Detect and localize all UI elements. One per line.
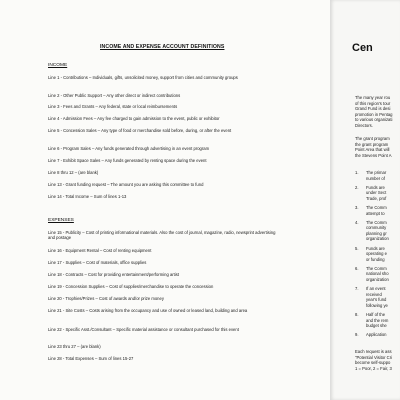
income-line-8: Line 8 thru 12 – (are blank) xyxy=(48,170,99,175)
income-line-14: Line 14 - Total Income – Sum of lines 1-13 xyxy=(48,194,127,199)
expense-line-15: Line 15 - Publicity – Cost of printing informational materials. Also the cost of journal, magazine, radio, newsprint advertising and postage xyxy=(48,230,276,241)
expense-line-23: Line 23 thru 27 – (are blank) xyxy=(48,344,101,349)
numbered-item-3-text: The Comm attempt to xyxy=(366,205,387,216)
expense-line-21: Line 21 - Site Costs – Costs arising from the occupancy and use of owned or leased land, building and area xyxy=(48,308,248,313)
numbered-item-2-number: 2. xyxy=(355,184,359,190)
numbered-item-7-text: If an event received year's fund following ye xyxy=(366,286,388,308)
income-line-7: Line 7 - Exhibit Space Sales – Any funds generated by renting space during the event xyxy=(48,158,207,163)
numbered-item-9-text: Application xyxy=(366,332,387,338)
numbered-item-5-text: Funds are operating e or funding xyxy=(366,245,387,262)
numbered-item-6-number: 6. xyxy=(355,265,359,271)
expenses-heading: EXPENSES xyxy=(48,218,74,223)
numbered-item-9-number: 9. xyxy=(355,332,359,338)
income-line-6: Line 6 - Program Sales – Any funds generated through advertising in an event program xyxy=(48,146,210,151)
expense-line-17: Line 17 - Supplies – Cost of materials, office supplies xyxy=(48,260,147,265)
numbered-item-7-number: 7. xyxy=(355,286,359,292)
income-line-3: Line 3 - Fees and Grants – Any federal, state or local reimbursements xyxy=(48,104,178,109)
numbered-item-6-text: The Comm national sho organization xyxy=(366,265,389,283)
numbered-item-8-number: 8. xyxy=(355,312,359,318)
expense-line-18: Line 18 - Contracts – Cost for providing entertainment/performing artist xyxy=(48,272,180,277)
numbered-item-8-text: Half of the and the rem budget she xyxy=(366,312,389,329)
numbered-item-3-number: 3. xyxy=(355,205,359,210)
numbered-item-1-number: 1. xyxy=(355,170,359,175)
numbered-item-4-text: The Comm community planning gr organization xyxy=(366,219,389,242)
expense-line-28: Line 28 - Total Expenses – Sum of lines 15-27 xyxy=(48,356,134,361)
numbered-item-1-text: The primar number of xyxy=(366,170,387,181)
income-line-13: Line 13 - Grant funding request – The amount you are asking this committee to fund xyxy=(48,182,204,187)
income-line-1: Line 1 - Contributions – Individuals, gifts, unsolicited money, support from cities and community groups xyxy=(48,75,238,80)
numbered-item-5-number: 5. xyxy=(355,245,359,251)
expense-line-16: Line 16 - Equipment Rental – Cost of renting equipment xyxy=(48,248,152,253)
income-heading: INCOME xyxy=(48,63,68,68)
numbered-item-2-text: Funds are under Sect Trade, prof xyxy=(366,184,387,201)
document-title: INCOME AND EXPENSE ACCOUNT DEFINITIONS xyxy=(100,44,225,50)
expense-line-22: Line 22 - Specific Asst./Consultant – Specific material assistance or consultant purchased for this event xyxy=(48,327,239,332)
right-page-title: Cen xyxy=(352,42,373,54)
income-line-5: Line 5 - Concession Sales – Any type of food or merchandise sold before, during, or after the event xyxy=(48,128,232,133)
right-intro-paragraph: The many year rou of this region's tour Grand Fund is desi promotion in Pentag to various organizati Directors. xyxy=(355,95,393,128)
expense-line-19: Line 19 - Concession Supplies – Cost of supplies/merchandise to operate the concession xyxy=(48,284,214,289)
income-line-2: Line 2 - Other Public Support – Any other direct or indirect contributions xyxy=(48,93,181,98)
numbered-item-4-number: 4. xyxy=(355,219,359,225)
right-document-page xyxy=(330,0,400,400)
income-line-4: Line 4 - Admission Fees – Any fee charged to gain admission to the event, public or exhibitor xyxy=(48,116,220,121)
right-grant-paragraph: The grant program the grant program Point Area that will the Stevens Point A xyxy=(355,136,392,158)
right-footer-paragraph: Each request is ass "Potential Visitor Cri become self-suppo 1 = Poor, 2 = Fair, 3 xyxy=(355,349,393,371)
expense-line-20: Line 20 - Trophies/Prizes – Cost of awards and/or prize money xyxy=(48,296,164,301)
